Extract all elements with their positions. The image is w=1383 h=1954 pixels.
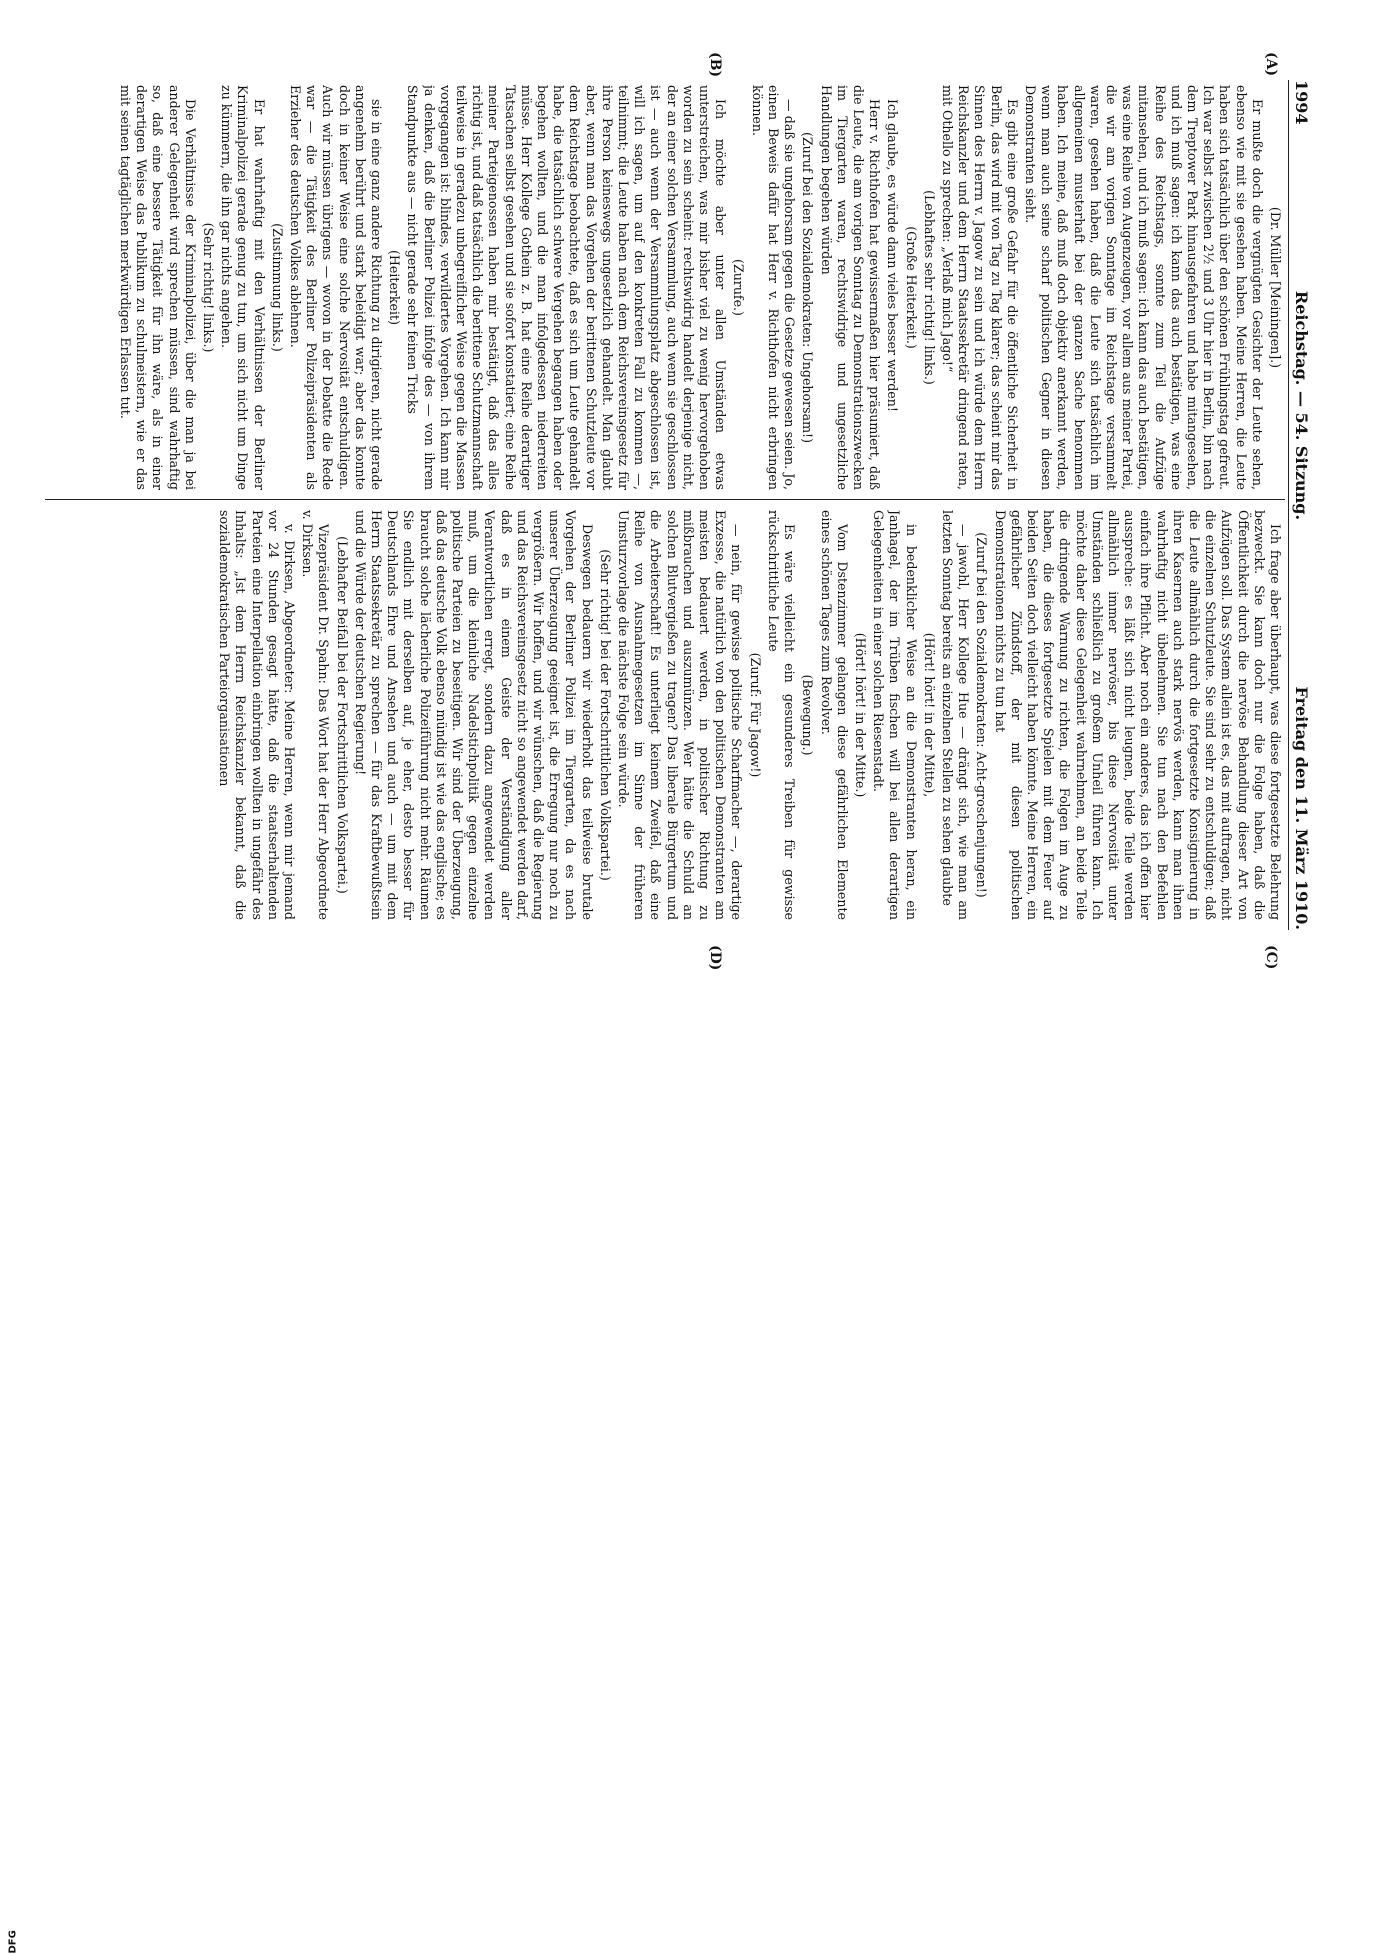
paragraph: (Zurufe.): [731, 259, 747, 316]
paragraph: (Zustimmung links.): [269, 223, 285, 352]
margin-mark-d: (D): [707, 945, 723, 971]
paragraph: (Bewegung.): [800, 674, 816, 756]
page-number: 1994: [1292, 80, 1312, 125]
paragraph: Deswegen bedauern wir wiederholt das teilweise brutale Vorgehen der Berliner Polizei im Tiergarten, da es nach unserer Überzeugung geeignet ist, die Erregung nur noch zu vergrößern. Wir hoffen, und wir wünschen, daß die Regierung und das Reichsvereinsgesetz nicht so angewendet werden darf, daß es in einem Geiste der Verständigung aller Verantwortlichen erregt, sondern dazu angewendet werden muß, um die kleinliche Nadelstichpolitik gegen einzelne politische Parteien zu beseitigen. Wir sind der Überzeugung, daß das deutsche Volk ebenso mündig ist wie das englische; es braucht solche lächerliche Polizeiführung nicht mehr. Räumen Sie endlich mit derselben auf, je eher, desto besser für Deutschlands Ehre und Ansehen und auch — um mit dem Herrn Staatssekretär zu sprechen — für das Kraftbewußtsein und die Würde der deutschen Regierung!: [352, 510, 595, 920]
paragraph: (Dr. Müller [Meiningen].): [1268, 206, 1283, 369]
paragraph: Ich frage aber überhaupt, was diese fortgesetzte Belehrung bezweckt. Sie kann doch nur die Folge haben, daß die Öffentlichkeit durch die nervöse Behandlung dieser Art von Aufzügen soll. Das System allein ist es, das mit auftragen, nicht die einzelnen Schutzleute. Sie sind sehr zu entschuldigen; daß die Leute allmählich durch die fortgesetzte Konsignierung in ihren Kasernen auch stark nervös werden, kann man ihnen wahrhaftig nicht übelnehmen. Sie tun nach den Befehlen einfach ihre Pflicht. Aber noch ein anderes, das ich offen hier ausspreche: es läßt sich nicht leugnen, beide Teile werden allmählich immer nervöser, bis diese Nervosität unter Umständen schließlich zu großem Unheil führen kann. Ich möchte daher diese Gelegenheit wahrnehmen, an beide Teile die dringende Warnung zu richten, die Folgen im Auge zu haben, die dieses fortgesetzte Spielen mit dem Feuer auf beiden Seiten doch vielleicht haben könnte. Meine Herren, ein gefährlicher Zündstoff, der mit diesen politischen Demonstrationen nichts zu tun hat: [992, 510, 1283, 920]
paragraph: (Sehr richtig! links.): [201, 222, 216, 353]
page-header: [1288, 80, 1315, 930]
paragraph: Ich möchte aber unter allen Umständen etwas unterstreichen, was mir bisher viel zu wenig hervorgehoben worden zu sein scheint: rechtswidrig handelt derjenige nicht, der an einer solchen Versammlung, auch wenn sie geschlossen ist — auch wenn der Versammlungsplatz abgeschlossen ist, will ich sagen, um auf den konkreten Fall zu kommen —, teilnimmt; die Leute haben nach dem Reichsvereinsgesetz für ihre Person keineswegs ungesetzlich gehandelt. Man glaubt aber, wenn man das Vorgehen der berittenen Schutzleute vor dem Reichstage beobachtete, daß es sich um Leute gehandelt habe, die tatsächlich schwere Vergehen begangen haben oder begehen wollten, und die man infolgedessen niederreiten müsse. Herr Kollege Gothein z. B. hat eine Reihe derartiger Tatsachen selbst gesehen und sie sofort konstatiert; eine Reihe meiner Parteigenossen haben mir bestätigt, daß das alles richtig ist, und daß tatsächlich die berittene Schutzmannschaft teilweise in geradezu unbegreiflicher Weise gegen die Massen vorgegangen ist: blindes, verwildertes Vorgehen. Ich kann mir ja denken, daß die Berliner Polizei infolge des — von ihrem Standpunkte aus — nicht gerade sehr feinen Tricks: [405, 85, 729, 490]
paragraph: Die Verhältnisse der Kriminalpolizei, über die man ja bei anderer Gelegenheit wird sprechen müssen, sind wahrhaftig so, daß eine bessere Tätigkeit für ihn wäre, als in einer derartigen Weise das Publikum zu schulmeistern, wie er das mit seinen tagtäglichen merkwürdigen Erlassen tut.: [117, 85, 198, 490]
paragraph: — daß sie ungehorsam gegen die Gesetze gewesen seien. Jo, einen Beweis dafür hat Herr v. Richthofen nicht erbringen können.: [749, 85, 798, 490]
paragraph: Es wäre vielleicht ein gesunderes Treiben für gewisse rückschrittliche Leute: [765, 510, 798, 920]
paragraph: (Lebhafter Beifall bei der Fortschrittlichen Volkspartei.): [334, 536, 350, 894]
paragraph: (Zuruf: Für Jagow!): [747, 652, 763, 778]
paragraph: (Sehr richtig! bei der Fortschrittlichen Volkspartei.): [597, 549, 613, 881]
paragraph: in bedenklicher Weise an die Demonstranten heran, ein Janhagel, der im Trüben fischen will bei allen derartigen Gelegenheiten in einer solchen Riesenstadt.: [871, 510, 919, 920]
paragraph: Ich glaube, es würde dann vieles besser werden!: [885, 99, 901, 412]
paragraph: Es gibt eine große Gefahr für die öffentliche Sicherheit in Berlin, das wird mit von Tag zu Tag klarer; das scheint mir das Sinnen des Herrn v. Jagow zu sein und ich würde dem Herrn Reichskanzler und dem Herrn Staatssekretär dringend raten, mit Othello zu sprechen: „Verlaß mich Jago!“: [939, 85, 1020, 490]
paragraph: (Heiterkeit): [387, 250, 403, 325]
paragraph: — jawohl, Herr Kollege Hue — drängt sich, wie man am letzten Sonntag bereits an einzelnen Stellen zu sehen glaubte: [939, 510, 972, 920]
paragraph: Er mußte doch die vergnügten Gesichter der Leute sehen, ebenso wie mit sie gesehen haben. Meine Herren, die Leute haben sich tatsächlich über den schönen Frühlingstag gefreut. Ich war selbst zwischen 2½ und 3 Uhr hier in Berlin, bin nach dem Treptower Park hinausgefahren und habe mitangesehen, und ich muß sagen: ich kann das auch bestätigen, was eine Reihe des Reichstags, sonnte zum Teil die Aufzüge mitansehen, und ich muß sagen: ich kann das auch bestätigen, was eine Reihe von Augenzeugen, vor allem aus meiner Partei, die wir am vorigen Sonntage im Reichstage versammelt waren, gesehen haben, daß die Leute sich tatsächlich im allgemeinen musterhaft bei der ganzen Sache benommen haben. Ich meine, daß muß doch objektiv anerkannt werden, wenn man auch seine scharf politischen Gegner in diesen Demonstranten sieht.: [1022, 85, 1265, 490]
paragraph: v. Dirksen, Abgeordneter: Meine Herren, wenn mir jemand vor 24 Stunden gesagt hätte, daß die staatserhaltenden Parteien eine Interpellation einbringen wollten in ungefähr des Inhalts: „Ist dem Herrn Reichskanzler bekannt, daß die sozialdemokratischen Parteiorganisationen: [217, 510, 298, 920]
paragraph: Herr v. Richthofen hat gewissermaßen hier präsumiert, daß die Leute, die am vorigen Sonntag zu Demonstrationszwecken im Tiergarten waren, rechtswidrige und ungesetzliche Handlungen begehen würden: [818, 85, 883, 490]
paragraph: (Zuruf bei den Sozialdemokraten: Acht-groschenjungen!): [974, 532, 990, 898]
page-date: Freitag den 11. März 1910.: [1292, 686, 1312, 930]
column-divider: [45, 499, 1285, 500]
right-text-column: [53, 510, 1283, 920]
margin-mark-b: (B): [707, 52, 723, 78]
margin-mark-a: (A): [1263, 52, 1279, 77]
paragraph: (Lebhaftes sehr richtig! links.): [921, 190, 937, 385]
margin-mark-c: (C): [1263, 945, 1279, 970]
paragraph: Vom Dstenzimmer gelangen diese gefährlichen Elemente eines schönen Tages zum Revolver.: [818, 510, 850, 920]
dfg-logo: DFG: [3, 968, 17, 994]
paragraph: (Hört! hört! in der Mitte),: [921, 632, 937, 798]
paragraph: sie in eine ganz andere Richtung zu dirigieren, nicht gerade angenehm berührt und stark beleidigt war; aber das konnte doch in keiner Weise eine solche Nervosität entschuldigen. Auch wir müssen übrigens — wovon in der Debatte die Rede war — die Tätigkeit des Berliner Polizeipräsidenten als Erzieher des deutschen Volkes ablehnen.: [288, 85, 385, 490]
page-title: Reichstag. — 54. Sitzung.: [1292, 290, 1312, 521]
paragraph: Er hat wahrhaftig mit den Verhältnissen der Berliner Kriminalpolizei gerade genug zu tun, um sich nicht um Dinge zu kümmern, die ihn gar nichts angehen.: [219, 85, 267, 490]
paragraph: (Hört! hört! in der Mitte.): [852, 632, 868, 798]
paragraph: (Zuruf bei den Sozialdemokraten: Ungehorsam!): [800, 131, 816, 444]
paragraph: Vizepräsident Dr. Spahn: Das Wort hat der Herr Abgeordnete v. Dirksen.: [300, 510, 332, 920]
left-text-column: [53, 85, 1283, 490]
paragraph: (Große Heiterkeit.): [903, 226, 919, 349]
paragraph: — nein, für gewisse politische Scharfmacher —, derartige Exzesse, die natürlich von den politischen Demonstranten am meisten bedauert werden, in politischer Richtung zu mißbrauchen und auszumünzen. Wer hätte die Schuld an solchen Blutvergießen zu tragen? Das liberale Bürgertum und die Arbeiterschaft! Es unterliegt keinem Zweifel, daß eine Reihe von Ausnahmegesetzen im Sinne der früheren Umsturzvorlage die nächste Folge sein würde.: [616, 510, 745, 920]
